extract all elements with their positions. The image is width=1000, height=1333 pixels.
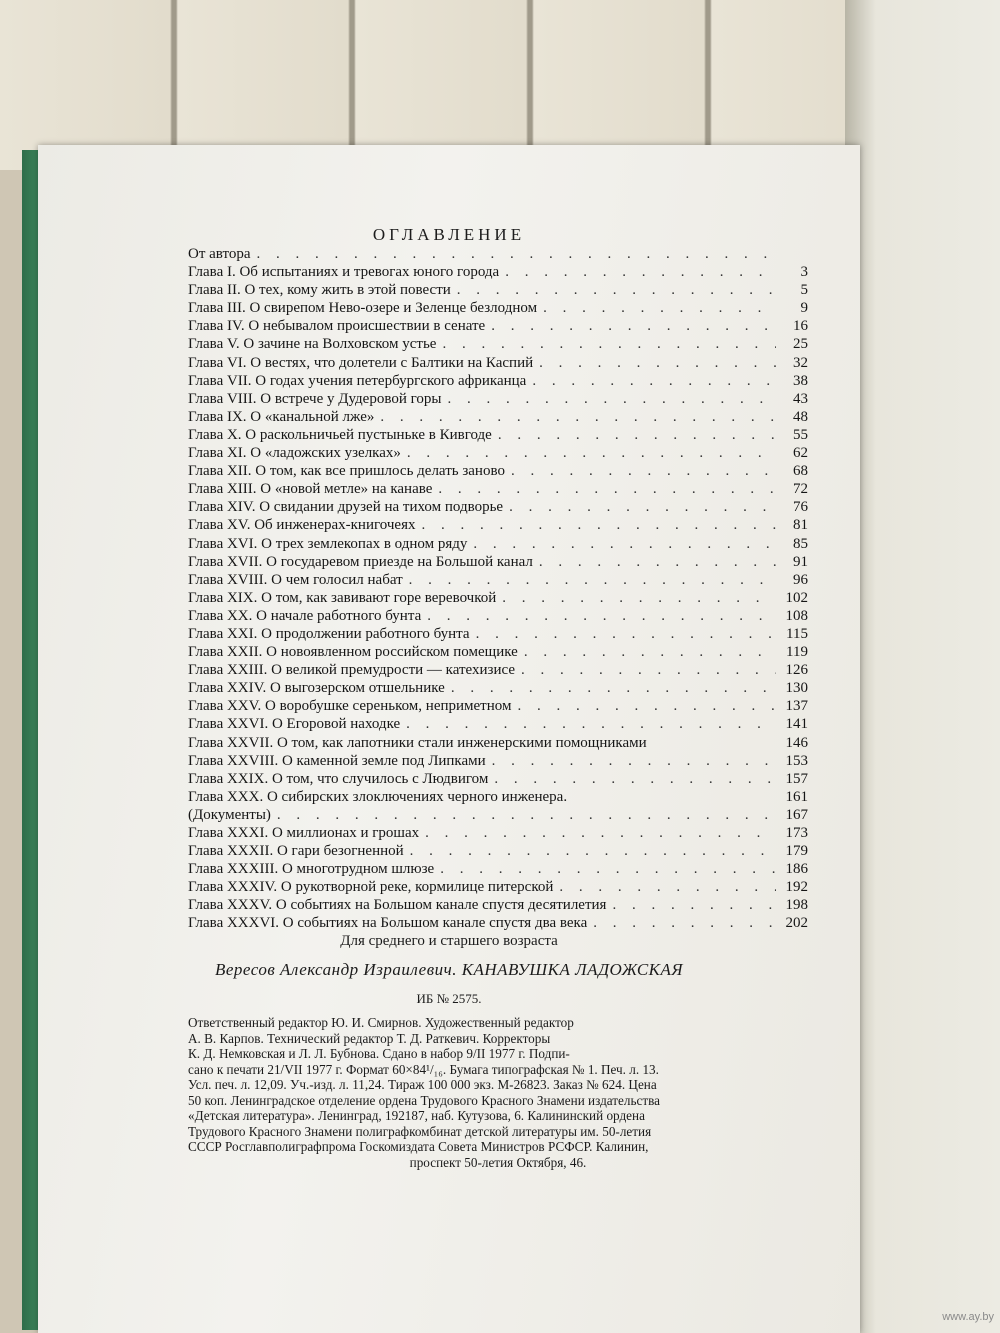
toc-entry-page: 186 — [785, 861, 808, 878]
toc-entry-page: 102 — [785, 589, 808, 606]
toc-entry — [188, 318, 808, 336]
toc-entry-page: 173 — [785, 825, 808, 841]
toc-entry-page: 153 — [785, 752, 808, 769]
toc-entry-title: Глава XXVIII. О каменной земле под Липками — [188, 752, 486, 769]
toc-entry — [188, 843, 808, 861]
toc-entry — [188, 282, 808, 300]
toc-entry — [188, 879, 808, 897]
toc-dot-leader — [421, 517, 776, 534]
toc-entry-title: Глава XII. О том, как все пришлось делать заново — [188, 463, 505, 480]
toc-entry-page: 43 — [793, 390, 808, 407]
toc-entry-title: Глава II. О тех, кому жить в этой повести — [188, 282, 451, 299]
toc-dot-leader — [511, 463, 776, 480]
toc-dot-leader — [451, 680, 776, 697]
toc-entry-title: Глава XVIII. О чем голосил набат — [188, 571, 403, 588]
toc-dot-leader — [473, 536, 776, 553]
toc-dot-leader — [521, 662, 776, 679]
toc-dot-leader — [524, 644, 776, 661]
toc-entry — [188, 391, 808, 409]
toc-entry-page: 192 — [785, 879, 808, 896]
toc-entry — [188, 644, 808, 662]
toc-dot-leader — [532, 373, 776, 390]
toc-entry-title: Глава XXVI. О Егоровой находке — [188, 716, 401, 733]
imprint-line: 50 коп. Ленинградское отделение ордена Трудового Красного Знамени издательства — [188, 1092, 661, 1108]
toc-entry-title: Глава IV. О небывалом происшествии в сенате — [188, 318, 486, 335]
toc-entry — [188, 445, 808, 463]
toc-entry — [188, 246, 808, 264]
toc-entry — [188, 409, 808, 427]
age-note: Для среднего и старшего возраста — [340, 933, 558, 949]
toc-entry-title: Глава XXI. О продолжении работного бунта — [188, 625, 470, 642]
toc-entry-title: От автора — [188, 246, 251, 262]
toc-entry-page: 91 — [793, 553, 808, 570]
toc-entry-page: 16 — [793, 318, 808, 335]
toc-entry-page: 146 — [785, 734, 808, 751]
toc-dot-leader — [442, 336, 776, 353]
toc-entry-page: 48 — [793, 408, 808, 425]
toc-dot-leader — [427, 608, 776, 625]
toc-entry-page: 141 — [785, 716, 808, 733]
toc-dot-leader — [410, 843, 776, 860]
watermark: www.ay.by — [942, 1311, 994, 1323]
imprint-line: Усл. печ. л. 12,09. Уч.-изд. л. 11,24. Тираж 100 000 экз. М-26823. Заказ № 624. Цена — [188, 1077, 657, 1092]
imprint-line: К. Д. Немковская и Л. Л. Бубнова. Сдано в набор 9/II 1977 г. Подпи- — [188, 1046, 570, 1061]
toc-entry-page: 115 — [786, 625, 808, 642]
imprint-line: сано к печати 21/VII 1977 г. Формат 60×84¹/₁₆. Бумага типографская № 1. Печ. л. 13. — [188, 1061, 659, 1077]
toc-entry — [188, 789, 808, 807]
toc-entry — [188, 572, 808, 590]
toc-entry — [188, 915, 808, 933]
toc-entry-title: Глава XXXIV. О рукотворной реке, кормилице питерской — [188, 879, 554, 896]
toc-entry-title: Глава V. О зачине на Волховском устье — [188, 336, 437, 353]
toc-dot-leader — [494, 771, 776, 788]
toc-entry-title: Глава XI. О «ладожских узелках» — [188, 445, 401, 462]
toc-entry-title: Глава XX. О начале работного бунта — [188, 607, 422, 624]
toc-entry-title: Глава VI. О вестях, что долетели с Балтики на Каспий — [188, 354, 534, 371]
toc-entry-title: (Документы) — [188, 806, 271, 823]
toc-dot-leader — [476, 626, 776, 643]
toc-dot-leader — [505, 264, 776, 281]
book-page — [38, 145, 860, 1333]
toc-entry — [188, 807, 808, 825]
toc-entry — [188, 662, 808, 680]
toc-dot-leader — [457, 282, 776, 299]
toc-entry-title: Глава XXX. О сибирских злоключениях черного инженера. — [188, 788, 568, 805]
toc-entry-page: 167 — [785, 806, 808, 823]
toc-dot-leader — [612, 897, 776, 914]
toc-entry — [188, 373, 808, 391]
toc-entry-page: 119 — [786, 644, 808, 661]
toc-entry-page: 108 — [785, 607, 808, 624]
toc-entry-title: Глава I. Об испытаниях и тревогах юного города — [188, 264, 500, 281]
imprint-block — [188, 1015, 808, 1170]
toc-dot-leader — [406, 716, 776, 733]
toc-dot-leader — [438, 481, 776, 498]
toc-dot-leader — [491, 318, 776, 335]
toc-entry-title: Глава XXXVI. О событиях на Большом канале спустя два века — [188, 915, 588, 932]
toc-entry-page: 32 — [793, 354, 808, 371]
toc-dot-leader — [492, 753, 776, 770]
toc-entry-page: 76 — [793, 499, 808, 516]
toc-entry — [188, 716, 808, 734]
toc-entry-page: 81 — [793, 517, 808, 534]
ib-number: ИБ № 2575. — [416, 991, 482, 1006]
toc-entry-page: 96 — [793, 571, 808, 588]
toc-entry — [188, 626, 808, 644]
toc-entry-title: Глава XXIV. О выгозерском отшельнике — [188, 680, 445, 697]
toc-entry-page: 3 — [800, 264, 808, 281]
bibliographic-line: Вересов Александр Израилевич. КАНАВУШКА ЛАДОЖСКАЯ — [214, 960, 684, 979]
toc-dot-leader — [277, 807, 776, 824]
toc-entry-page: 85 — [793, 535, 808, 552]
toc-entry-title: Глава XIV. О свидании друзей на тихом подворье — [188, 499, 504, 516]
toc-entry — [188, 336, 808, 354]
toc-entry-title: Глава III. О свирепом Нево-озере и Зеленце безлодном — [188, 300, 538, 317]
toc-entry-title: Глава IX. О «канальной лже» — [188, 408, 375, 425]
toc-entry-title: Глава XXIX. О том, что случилось с Людвигом — [188, 770, 489, 787]
toc-entry — [188, 536, 808, 554]
toc-entry-page: 62 — [793, 445, 808, 462]
imprint-line: СССР Росглавполиграфпрома Госкомиздата Совета Министров РСФСР. Калинин, — [188, 1139, 649, 1154]
toc-entry-title: Глава XXII. О новоявленном российском помещике — [188, 644, 518, 661]
toc-entry-title: Глава XXVII. О том, как лапотники стали инженерскими помощниками — [188, 734, 647, 751]
toc-entry-title: Глава VIII. О встрече у Дудеровой горы — [188, 390, 442, 407]
toc-dot-leader — [517, 698, 776, 715]
toc-entry-title: Глава X. О раскольничьей пустыньке в Кивгоде — [188, 426, 492, 443]
toc-dot-leader — [380, 409, 776, 426]
toc-entry-page: 126 — [785, 662, 808, 679]
toc-entry-title: Глава XXXII. О гари безогненной — [188, 843, 404, 860]
toc-entry-page: 55 — [793, 426, 808, 443]
toc-entry-page: 130 — [785, 680, 808, 697]
toc-entry — [188, 355, 808, 373]
toc-dot-leader — [509, 499, 776, 516]
facing-page — [845, 0, 1000, 1333]
toc-entry-title: Глава XIII. О «новой метле» на канаве — [188, 481, 433, 498]
toc-dot-leader — [539, 355, 776, 372]
toc-entry-title: Глава XXXIII. О многотрудном шлюзе — [188, 861, 435, 878]
toc-entry — [188, 608, 808, 626]
toc-entry — [188, 680, 808, 698]
toc-entry-page: 9 — [800, 300, 808, 317]
imprint-line: проспект 50-летия Октября, 46. — [409, 1154, 587, 1170]
imprint-line: Ответственный редактор Ю. И. Смирнов. Художественный редактор — [188, 1015, 574, 1030]
toc-entry-title: Глава XVII. О государевом приезде на Большой канал — [188, 553, 533, 570]
toc-entry-page: 5 — [800, 282, 808, 299]
toc-entry-title: Глава XXXI. О миллионах и грошах — [188, 825, 420, 841]
toc-entry — [188, 517, 808, 535]
toc-entry — [188, 554, 808, 572]
toc-dot-leader — [257, 246, 776, 263]
toc-entry-title: Глава XVI. О трех землекопах в одном ряду — [188, 535, 468, 552]
toc-dot-leader — [502, 590, 776, 607]
toc-entry-page: 72 — [793, 481, 808, 498]
toc-entry — [188, 590, 808, 608]
toc-entry — [188, 427, 808, 445]
imprint-line: «Детская литература». Ленинград, 192187, наб. Кутузова, 6. Калининский ордена — [188, 1108, 645, 1123]
toc-entry-title: Глава XXV. О воробушке сереньком, неприметном — [188, 698, 512, 715]
toc-entry — [188, 264, 808, 282]
table-of-contents — [188, 246, 808, 934]
toc-entry — [188, 735, 808, 753]
toc-entry-page: 202 — [785, 915, 808, 932]
toc-dot-leader — [593, 915, 776, 932]
toc-entry-page: 161 — [785, 788, 808, 805]
imprint-line: Трудового Красного Знамени полиграфкомбинат детской литературы им. 50-летия — [188, 1123, 652, 1139]
toc-entry-title: Глава XXIII. О великой премудрости — катехизисе — [188, 662, 515, 679]
toc-entry-page: 38 — [793, 372, 808, 389]
imprint-line: А. В. Карпов. Технический редактор Т. Д. Раткевич. Корректоры — [188, 1030, 551, 1046]
toc-entry — [188, 481, 808, 499]
toc-dot-leader — [498, 427, 776, 444]
toc-entry-page: 137 — [785, 698, 808, 715]
toc-entry-page: 179 — [785, 843, 808, 860]
toc-dot-leader — [409, 572, 776, 589]
toc-entry-page: 198 — [785, 897, 808, 914]
toc-entry — [188, 861, 808, 879]
toc-dot-leader — [440, 861, 776, 878]
toc-entry — [188, 753, 808, 771]
toc-entry — [188, 698, 808, 716]
toc-entry — [188, 300, 808, 318]
toc-title: ОГЛАВЛЕНИЕ — [372, 225, 526, 244]
toc-entry — [188, 463, 808, 481]
toc-dot-leader — [543, 300, 776, 317]
toc-dot-leader — [407, 445, 776, 462]
toc-entry-page: 157 — [785, 770, 808, 787]
toc-entry-title: Глава XV. Об инженерах-книгочеях — [188, 517, 416, 534]
toc-entry-page: 25 — [793, 336, 808, 353]
toc-entry-title: Глава VII. О годах учения петербургского африканца — [188, 372, 527, 389]
toc-entry-page: 68 — [793, 463, 808, 480]
toc-entry — [188, 897, 808, 915]
toc-entry — [188, 771, 808, 789]
toc-dot-leader — [539, 554, 776, 571]
toc-entry-title: Глава XXXV. О событиях на Большом канале спустя десятилетия — [188, 897, 607, 914]
toc-dot-leader — [425, 825, 776, 842]
toc-entry-title: Глава XIX. О том, как завивают горе веревочкой — [188, 589, 497, 606]
toc-entry — [188, 499, 808, 517]
toc-dot-leader — [447, 391, 776, 408]
toc-dot-leader — [559, 879, 776, 896]
toc-entry — [188, 825, 808, 843]
